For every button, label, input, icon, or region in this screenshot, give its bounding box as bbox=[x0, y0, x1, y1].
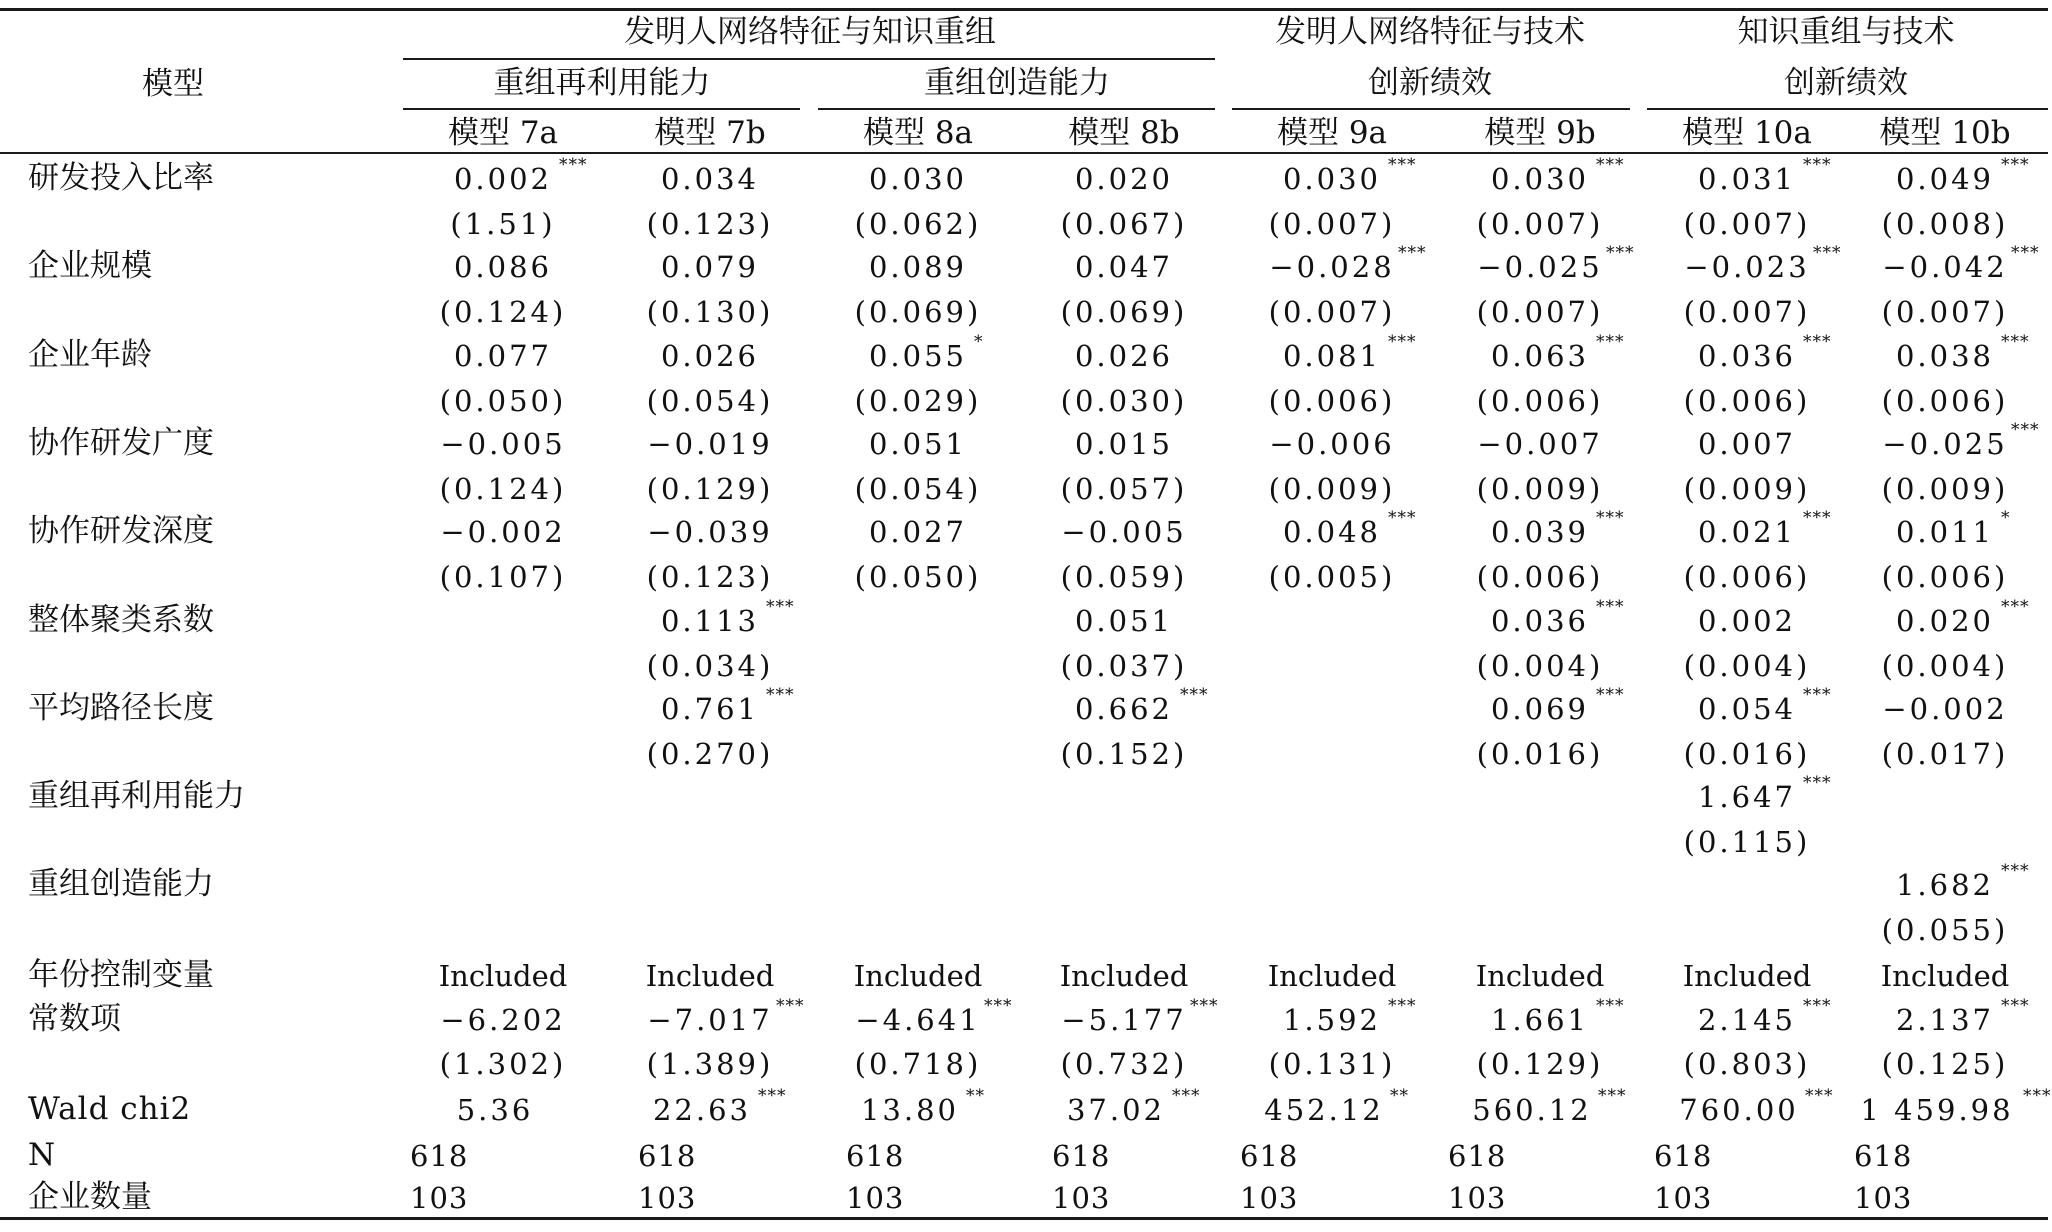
n-value: 618 bbox=[1240, 1139, 1299, 1173]
standard-error: (0.050) bbox=[854, 560, 982, 594]
standard-error: (0.067) bbox=[1060, 207, 1188, 241]
significance-stars: *** bbox=[2011, 420, 2040, 440]
significance-stars: *** bbox=[1803, 155, 1832, 175]
variable-label: 平均路径长度 bbox=[28, 690, 214, 726]
year-control-label: 年份控制变量 bbox=[28, 957, 214, 993]
firm-count-value: 103 bbox=[1052, 1181, 1111, 1215]
firm-count-value: 103 bbox=[846, 1181, 905, 1215]
coefficient: −0.007 bbox=[1477, 427, 1603, 461]
standard-error: (0.006) bbox=[1268, 384, 1396, 418]
standard-error: (0.007) bbox=[1476, 295, 1604, 329]
standard-error: (0.006) bbox=[1683, 560, 1811, 594]
firm-count-label: 企业数量 bbox=[28, 1179, 152, 1215]
model-header: 模型 10a bbox=[1682, 115, 1812, 151]
standard-error: (0.009) bbox=[1476, 472, 1604, 506]
wald-value: 452.12 bbox=[1264, 1093, 1384, 1127]
coefficient: 0.048 bbox=[1282, 515, 1382, 549]
significance-stars: *** bbox=[1805, 1086, 1834, 1106]
coefficient: −0.019 bbox=[647, 427, 773, 461]
significance-stars: *** bbox=[2001, 996, 2030, 1016]
n-value: 618 bbox=[1654, 1139, 1713, 1173]
wald-label: Wald chi2 bbox=[28, 1091, 192, 1127]
standard-error: (0.017) bbox=[1881, 737, 2009, 771]
significance-stars: *** bbox=[1803, 773, 1832, 793]
standard-error: (0.062) bbox=[854, 207, 982, 241]
standard-error: (0.009) bbox=[1683, 472, 1811, 506]
standard-error: (1.51) bbox=[450, 207, 556, 241]
significance-stars: *** bbox=[1596, 332, 1625, 352]
significance-stars: *** bbox=[1596, 597, 1625, 617]
constant-standard-error: (1.302) bbox=[439, 1047, 567, 1081]
coefficient: −0.023 bbox=[1684, 250, 1810, 284]
standard-error: (0.069) bbox=[854, 295, 982, 329]
group3-underline bbox=[1647, 108, 2048, 110]
year-control-value: Included bbox=[1682, 959, 1812, 993]
model-header: 模型 9a bbox=[1276, 115, 1388, 151]
sub1-underline bbox=[403, 108, 800, 110]
sub2-underline bbox=[818, 108, 1215, 110]
coefficient: 0.039 bbox=[1490, 515, 1590, 549]
variable-label: 协作研发深度 bbox=[28, 513, 214, 549]
wald-value: 5.36 bbox=[456, 1093, 534, 1127]
coefficient: 0.007 bbox=[1697, 427, 1797, 461]
coefficient: 0.036 bbox=[1697, 339, 1797, 373]
coefficient: −0.025 bbox=[1477, 250, 1603, 284]
coefficient: 0.077 bbox=[453, 339, 553, 373]
standard-error: (0.004) bbox=[1881, 649, 2009, 683]
significance-stars: *** bbox=[2001, 332, 2030, 352]
standard-error: (0.029) bbox=[854, 384, 982, 418]
significance-stars: *** bbox=[1180, 685, 1209, 705]
constant-label: 常数项 bbox=[28, 1001, 121, 1037]
row-label-header: 模型 bbox=[142, 66, 204, 102]
significance-stars: *** bbox=[559, 155, 588, 175]
coefficient: 0.002 bbox=[453, 162, 553, 196]
constant-coefficient: 2.145 bbox=[1697, 1003, 1797, 1037]
standard-error: (0.037) bbox=[1060, 649, 1188, 683]
variable-label: 协作研发广度 bbox=[28, 425, 214, 461]
coefficient: 0.047 bbox=[1074, 250, 1174, 284]
significance-stars: *** bbox=[1388, 155, 1417, 175]
bottom-rule bbox=[0, 1217, 2048, 1220]
coefficient: 0.662 bbox=[1074, 692, 1174, 726]
standard-error: (0.054) bbox=[854, 472, 982, 506]
coefficient: 0.089 bbox=[868, 250, 968, 284]
variable-label: 研发投入比率 bbox=[28, 160, 214, 196]
year-control-value: Included bbox=[1267, 959, 1397, 993]
group1-sub1-header: 重组再利用能力 bbox=[493, 65, 711, 101]
n-value: 618 bbox=[1448, 1139, 1507, 1173]
constant-coefficient: 1.661 bbox=[1490, 1003, 1590, 1037]
standard-error: (0.004) bbox=[1683, 649, 1811, 683]
significance-stars: *** bbox=[2001, 155, 2030, 175]
n-value: 618 bbox=[638, 1139, 697, 1173]
wald-value: 1 459.98 bbox=[1860, 1093, 2014, 1127]
standard-error: (0.007) bbox=[1268, 295, 1396, 329]
group2-underline bbox=[1232, 108, 1630, 110]
standard-error: (0.055) bbox=[1881, 913, 2009, 947]
coefficient: 0.030 bbox=[868, 162, 968, 196]
n-value: 618 bbox=[846, 1139, 905, 1173]
standard-error: (0.123) bbox=[646, 207, 774, 241]
group1-underline bbox=[403, 58, 1215, 60]
wald-value: 760.00 bbox=[1679, 1093, 1799, 1127]
n-value: 618 bbox=[1052, 1139, 1111, 1173]
standard-error: (0.054) bbox=[646, 384, 774, 418]
coefficient: 0.081 bbox=[1282, 339, 1382, 373]
standard-error: (0.009) bbox=[1881, 472, 2009, 506]
standard-error: (0.006) bbox=[1881, 560, 2009, 594]
coefficient: 0.027 bbox=[868, 515, 968, 549]
model-header: 模型 7b bbox=[654, 115, 766, 151]
coefficient: 0.055 bbox=[868, 339, 968, 373]
significance-stars: ** bbox=[1390, 1086, 1409, 1106]
firm-count-value: 103 bbox=[410, 1181, 469, 1215]
top-rule bbox=[0, 8, 2048, 11]
model-header: 模型 10b bbox=[1879, 115, 2011, 151]
coefficient: 0.113 bbox=[660, 604, 760, 638]
coefficient: 0.021 bbox=[1697, 515, 1797, 549]
standard-error: (0.124) bbox=[439, 295, 567, 329]
significance-stars: *** bbox=[1596, 996, 1625, 1016]
significance-stars: *** bbox=[1388, 332, 1417, 352]
constant-coefficient: −6.202 bbox=[440, 1003, 566, 1037]
standard-error: (0.115) bbox=[1683, 825, 1811, 859]
coefficient: −0.005 bbox=[440, 427, 566, 461]
significance-stars: *** bbox=[1606, 243, 1635, 263]
group3-header-line1: 知识重组与技术 bbox=[1737, 14, 1955, 50]
firm-count-value: 103 bbox=[1654, 1181, 1713, 1215]
standard-error: (0.129) bbox=[646, 472, 774, 506]
standard-error: (0.152) bbox=[1060, 737, 1188, 771]
standard-error: (0.006) bbox=[1476, 560, 1604, 594]
year-control-value: Included bbox=[645, 959, 775, 993]
coefficient: 0.031 bbox=[1697, 162, 1797, 196]
standard-error: (0.007) bbox=[1683, 295, 1811, 329]
standard-error: (0.057) bbox=[1060, 472, 1188, 506]
standard-error: (0.004) bbox=[1476, 649, 1604, 683]
firm-count-value: 103 bbox=[1240, 1181, 1299, 1215]
standard-error: (0.034) bbox=[646, 649, 774, 683]
standard-error: (0.007) bbox=[1476, 207, 1604, 241]
coefficient: −0.002 bbox=[440, 515, 566, 549]
standard-error: (0.006) bbox=[1476, 384, 1604, 418]
constant-standard-error: (0.803) bbox=[1683, 1047, 1811, 1081]
wald-value: 13.80 bbox=[860, 1093, 960, 1127]
variable-label: 重组创造能力 bbox=[28, 866, 214, 902]
standard-error: (0.009) bbox=[1268, 472, 1396, 506]
standard-error: (0.107) bbox=[439, 560, 567, 594]
coefficient: 0.051 bbox=[868, 427, 968, 461]
group3-header-line2: 创新绩效 bbox=[1784, 65, 1908, 101]
coefficient: 0.036 bbox=[1490, 604, 1590, 638]
variable-label: 企业年龄 bbox=[28, 337, 152, 373]
significance-stars: *** bbox=[1803, 685, 1832, 705]
standard-error: (0.270) bbox=[646, 737, 774, 771]
coefficient: −0.002 bbox=[1882, 692, 2008, 726]
coefficient: 1.682 bbox=[1895, 868, 1995, 902]
standard-error: (0.007) bbox=[1268, 207, 1396, 241]
constant-standard-error: (0.131) bbox=[1268, 1047, 1396, 1081]
standard-error: (0.016) bbox=[1683, 737, 1811, 771]
significance-stars: *** bbox=[1813, 243, 1842, 263]
significance-stars: *** bbox=[1803, 508, 1832, 528]
wald-value: 22.63 bbox=[652, 1093, 752, 1127]
coefficient: 0.020 bbox=[1074, 162, 1174, 196]
standard-error: (0.059) bbox=[1060, 560, 1188, 594]
n-value: 618 bbox=[1854, 1139, 1913, 1173]
standard-error: (0.030) bbox=[1060, 384, 1188, 418]
significance-stars: *** bbox=[776, 996, 805, 1016]
model-header: 模型 7a bbox=[447, 115, 559, 151]
coefficient: 1.647 bbox=[1697, 780, 1797, 814]
coefficient: −0.042 bbox=[1882, 250, 2008, 284]
significance-stars: * bbox=[974, 332, 984, 352]
year-control-value: Included bbox=[1880, 959, 2010, 993]
significance-stars: *** bbox=[984, 996, 1013, 1016]
significance-stars: *** bbox=[766, 597, 795, 617]
standard-error: (0.124) bbox=[439, 472, 567, 506]
coefficient: 0.011 bbox=[1895, 515, 1995, 549]
firm-count-value: 103 bbox=[638, 1181, 697, 1215]
significance-stars: * bbox=[2001, 508, 2011, 528]
standard-error: (0.008) bbox=[1881, 207, 2009, 241]
significance-stars: *** bbox=[1596, 155, 1625, 175]
firm-count-value: 103 bbox=[1854, 1181, 1913, 1215]
constant-coefficient: −4.641 bbox=[855, 1003, 981, 1037]
group2-header-line1: 发明人网络特征与技术 bbox=[1275, 14, 1585, 50]
standard-error: (0.069) bbox=[1060, 295, 1188, 329]
significance-stars: *** bbox=[1596, 508, 1625, 528]
constant-coefficient: −7.017 bbox=[647, 1003, 773, 1037]
significance-stars: *** bbox=[1398, 243, 1427, 263]
coefficient: 0.054 bbox=[1697, 692, 1797, 726]
coefficient: 0.015 bbox=[1074, 427, 1174, 461]
group1-header: 发明人网络特征与知识重组 bbox=[624, 14, 996, 50]
constant-coefficient: 1.592 bbox=[1282, 1003, 1382, 1037]
significance-stars: *** bbox=[1388, 996, 1417, 1016]
standard-error: (0.130) bbox=[646, 295, 774, 329]
model-header: 模型 9b bbox=[1484, 115, 1596, 151]
significance-stars: ** bbox=[966, 1086, 985, 1106]
coefficient: −0.025 bbox=[1882, 427, 2008, 461]
coefficient: 0.069 bbox=[1490, 692, 1590, 726]
significance-stars: *** bbox=[2001, 861, 2030, 881]
coefficient: −0.028 bbox=[1269, 250, 1395, 284]
standard-error: (0.006) bbox=[1683, 384, 1811, 418]
coefficient: −0.039 bbox=[647, 515, 773, 549]
n-value: 618 bbox=[410, 1139, 469, 1173]
significance-stars: *** bbox=[758, 1086, 787, 1106]
significance-stars: *** bbox=[2011, 243, 2040, 263]
coefficient: 0.063 bbox=[1490, 339, 1590, 373]
coefficient: 0.049 bbox=[1895, 162, 1995, 196]
coefficient: 0.761 bbox=[660, 692, 760, 726]
coefficient: −0.005 bbox=[1061, 515, 1187, 549]
coefficient: 0.026 bbox=[1074, 339, 1174, 373]
coefficient: 0.051 bbox=[1074, 604, 1174, 638]
wald-value: 37.02 bbox=[1066, 1093, 1166, 1127]
coefficient: 0.034 bbox=[660, 162, 760, 196]
header-bottom-rule bbox=[0, 152, 2048, 154]
standard-error: (0.007) bbox=[1683, 207, 1811, 241]
standard-error: (0.006) bbox=[1881, 384, 2009, 418]
model-header: 模型 8a bbox=[862, 115, 974, 151]
firm-count-value: 103 bbox=[1448, 1181, 1507, 1215]
significance-stars: *** bbox=[1803, 996, 1832, 1016]
model-header: 模型 8b bbox=[1068, 115, 1180, 151]
coefficient: 0.086 bbox=[453, 250, 553, 284]
constant-standard-error: (0.125) bbox=[1881, 1047, 2009, 1081]
coefficient: 0.030 bbox=[1490, 162, 1590, 196]
standard-error: (0.007) bbox=[1881, 295, 2009, 329]
variable-label: 企业规模 bbox=[28, 248, 152, 284]
significance-stars: *** bbox=[2001, 597, 2030, 617]
standard-error: (0.016) bbox=[1476, 737, 1604, 771]
constant-standard-error: (0.129) bbox=[1476, 1047, 1604, 1081]
standard-error: (0.123) bbox=[646, 560, 774, 594]
significance-stars: *** bbox=[1598, 1086, 1627, 1106]
group1-sub2-header: 重组创造能力 bbox=[924, 65, 1110, 101]
constant-standard-error: (0.718) bbox=[854, 1047, 982, 1081]
coefficient: −0.006 bbox=[1269, 427, 1395, 461]
significance-stars: *** bbox=[1172, 1086, 1201, 1106]
variable-label: 整体聚类系数 bbox=[28, 602, 214, 638]
constant-standard-error: (0.732) bbox=[1060, 1047, 1188, 1081]
significance-stars: *** bbox=[1596, 685, 1625, 705]
year-control-value: Included bbox=[853, 959, 983, 993]
standard-error: (0.005) bbox=[1268, 560, 1396, 594]
constant-coefficient: 2.137 bbox=[1895, 1003, 1995, 1037]
wald-value: 560.12 bbox=[1472, 1093, 1592, 1127]
significance-stars: *** bbox=[766, 685, 795, 705]
variable-label: 重组再利用能力 bbox=[28, 778, 245, 814]
coefficient: 0.030 bbox=[1282, 162, 1382, 196]
coefficient: 0.002 bbox=[1697, 604, 1797, 638]
group2-header-line2: 创新绩效 bbox=[1368, 65, 1492, 101]
coefficient: 0.079 bbox=[660, 250, 760, 284]
significance-stars: *** bbox=[1803, 332, 1832, 352]
significance-stars: *** bbox=[2023, 1086, 2052, 1106]
coefficient: 0.026 bbox=[660, 339, 760, 373]
significance-stars: *** bbox=[1388, 508, 1417, 528]
constant-standard-error: (1.389) bbox=[646, 1047, 774, 1081]
constant-coefficient: −5.177 bbox=[1061, 1003, 1187, 1037]
standard-error: (0.050) bbox=[439, 384, 567, 418]
coefficient: 0.038 bbox=[1895, 339, 1995, 373]
significance-stars: *** bbox=[1190, 996, 1219, 1016]
coefficient: 0.020 bbox=[1895, 604, 1995, 638]
n-label: N bbox=[28, 1137, 56, 1173]
year-control-value: Included bbox=[438, 959, 568, 993]
year-control-value: Included bbox=[1475, 959, 1605, 993]
year-control-value: Included bbox=[1059, 959, 1189, 993]
